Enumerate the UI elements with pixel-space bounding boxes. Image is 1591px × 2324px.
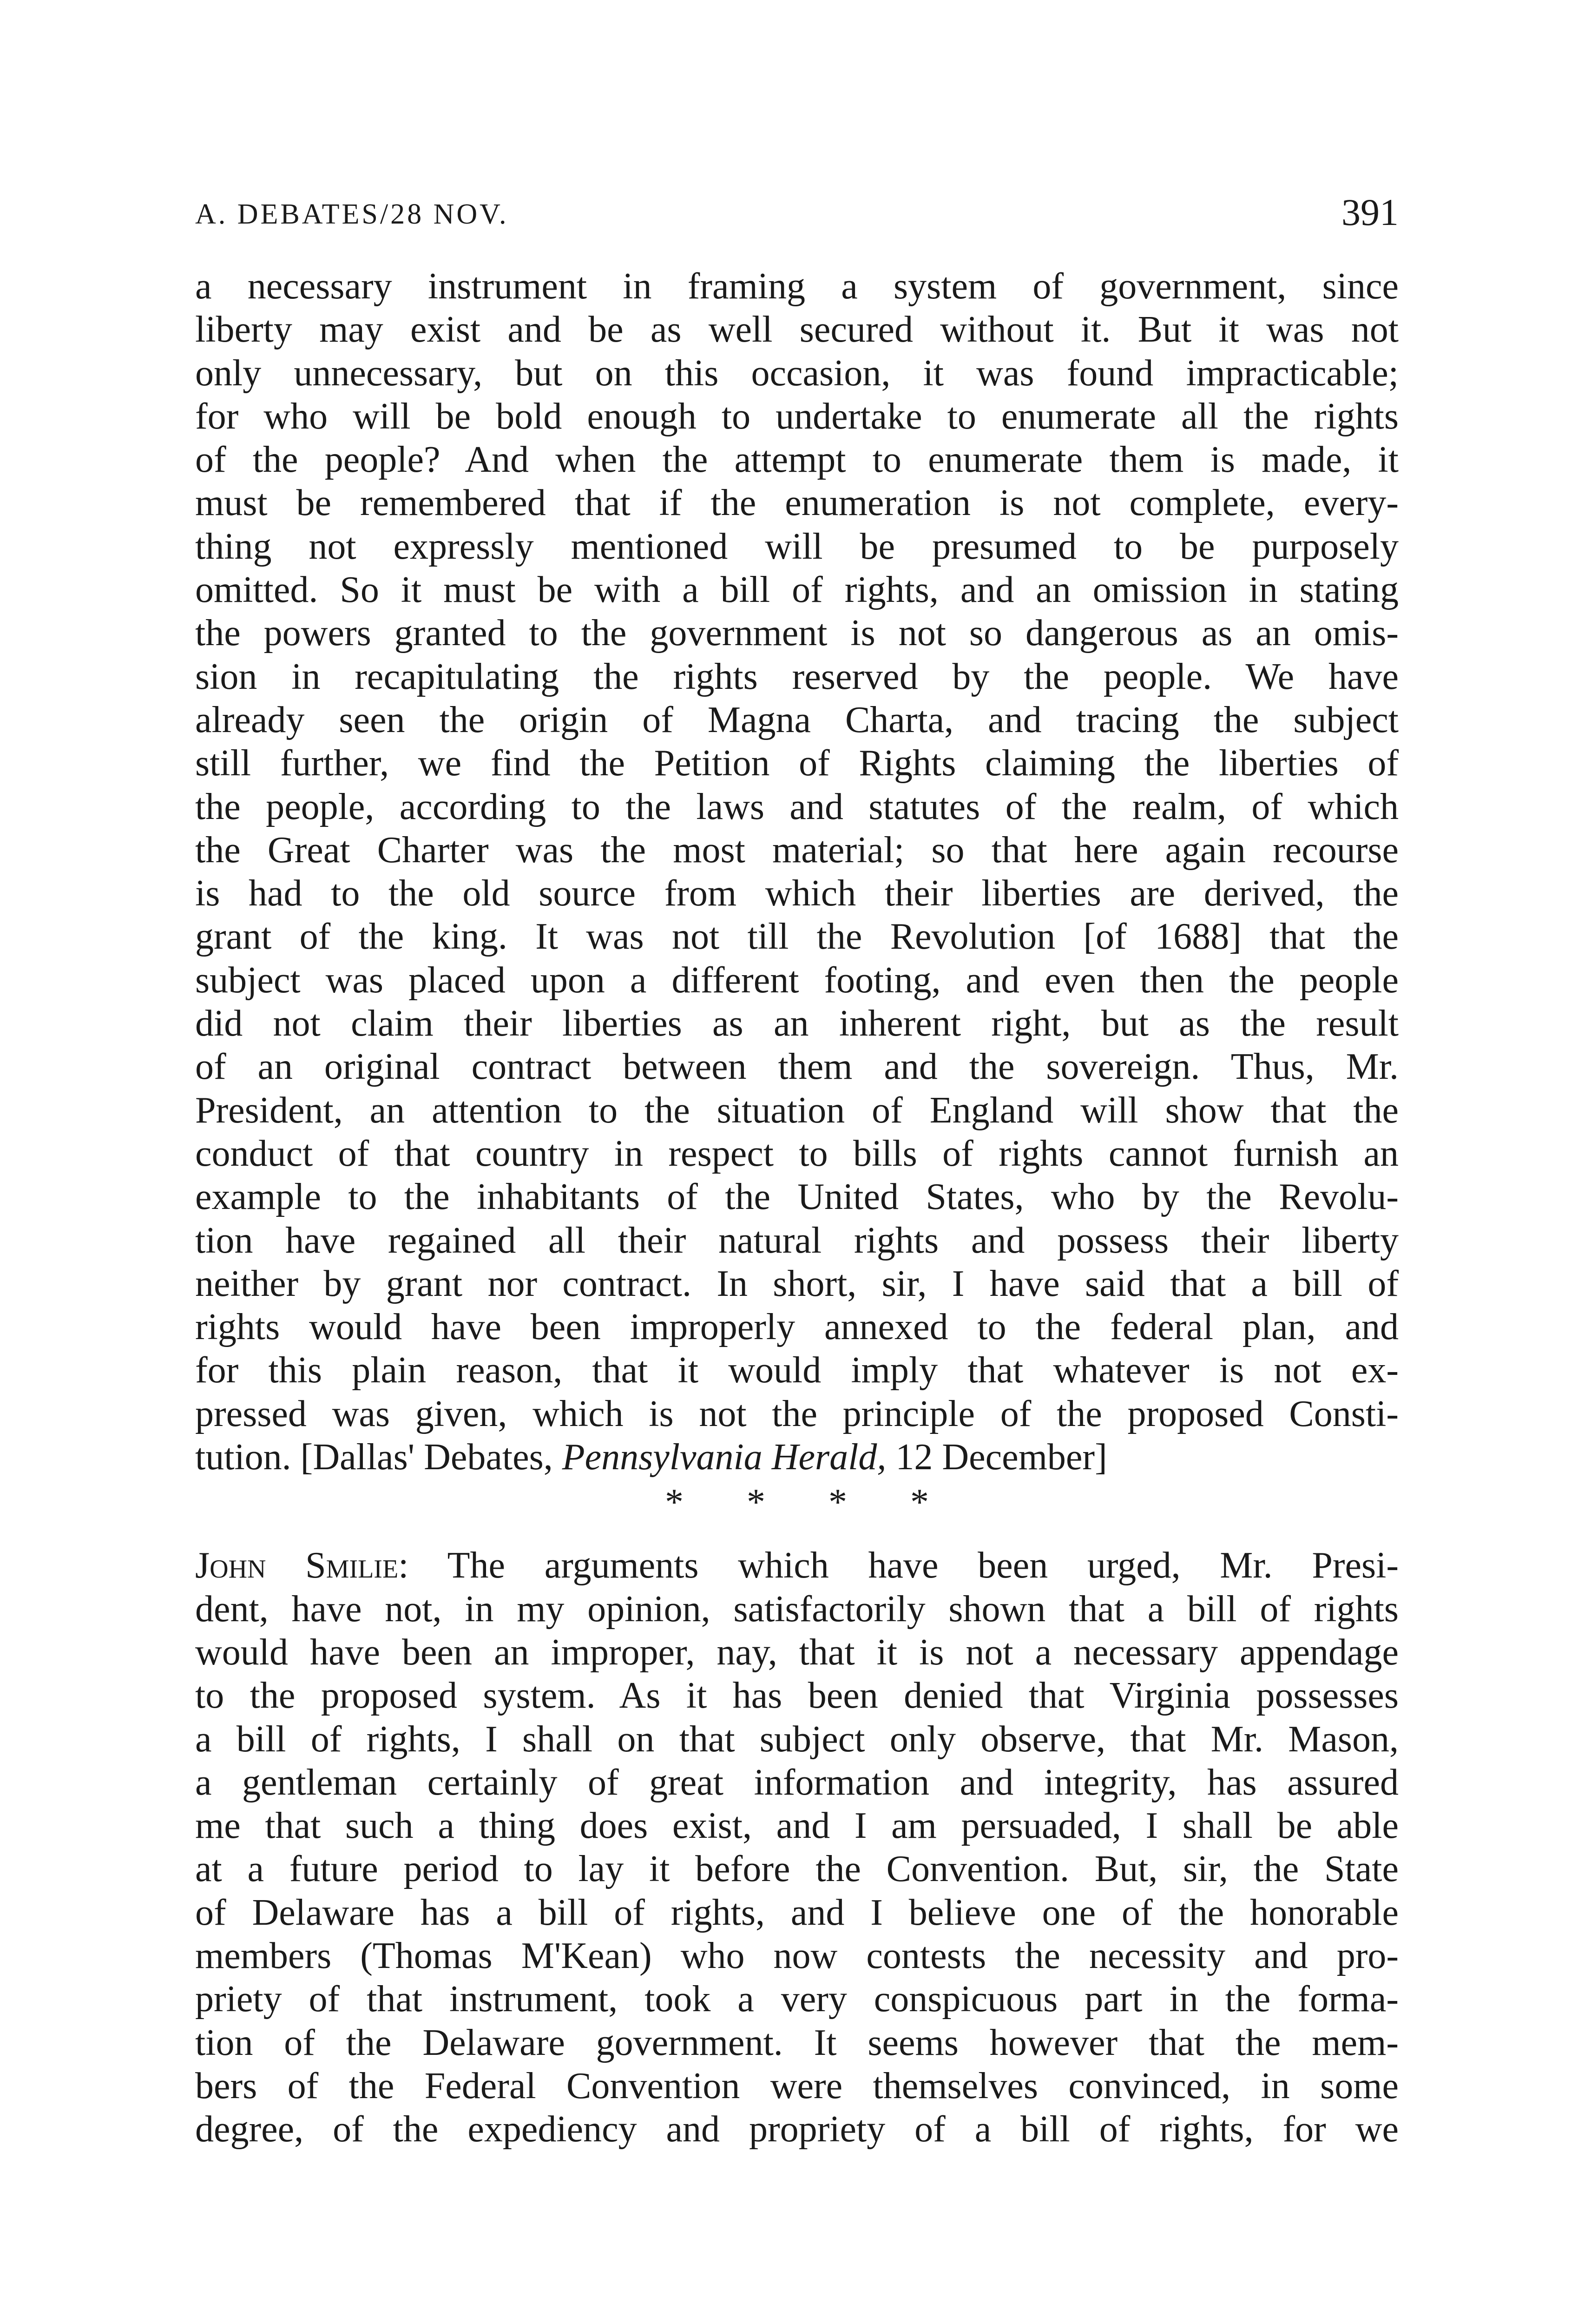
text-line: is had to the old source from which their liberties are derived, the [195, 873, 1399, 914]
text-line: of an original contract between them and the sovereign. Thus, Mr. [195, 1046, 1399, 1088]
text-line: sion in recapitulating the rights reserved by the people. We have [195, 656, 1399, 697]
separator-spacing [195, 1525, 1399, 1544]
citation-source-title: Pennsylvania Herald, [562, 1437, 887, 1478]
text-line: a gentleman certainly of great information and integrity, has assured [195, 1762, 1399, 1803]
citation-text: tution. [Dallas' Debates, [195, 1437, 562, 1478]
body-text [195, 265, 1399, 2151]
text-line: conduct of that country in respect to bills of rights cannot furnish an [195, 1133, 1399, 1174]
text-line: subject was placed upon a different footing, and even then the people [195, 959, 1399, 1001]
text-line: liberty may exist and be as well secured without it. But it was not [195, 309, 1399, 350]
text-line: only unnecessary, but on this occasion, it was found impracticable; [195, 352, 1399, 394]
text-line: dent, have not, in my opinion, satisfactorily shown that a bill of rights [195, 1588, 1399, 1630]
text-line: priety of that instrument, took a very conspicuous part in the forma- [195, 1979, 1399, 2020]
text-line: of the people? And when the attempt to enumerate them is made, it [195, 439, 1399, 481]
text-line: bers of the Federal Convention were themselves convinced, in some [195, 2065, 1399, 2106]
citation-line [195, 1436, 1399, 1479]
citation-date: 12 December] [886, 1437, 1107, 1478]
text-line: at a future period to lay it before the Convention. But, sir, the State [195, 1849, 1399, 1890]
running-head-section: A. DEBATES/28 NOV. [195, 198, 509, 230]
text-line: the powers granted to the government is not so dangerous as an omis- [195, 613, 1399, 654]
text-line: President, an attention to the situation of England will show that the [195, 1089, 1399, 1131]
speaker-line [195, 1544, 1399, 1587]
text-line: a bill of rights, I shall on that subject only observe, that Mr. Mason, [195, 1718, 1399, 1760]
text-line: would have been an improper, nay, that it is not a necessary appendage [195, 1631, 1399, 1673]
text-line: of Delaware has a bill of rights, and I believe one of the honorable [195, 1892, 1399, 1933]
text-line: already seen the origin of Magna Charta, and tracing the subject [195, 699, 1399, 740]
section-separator: * * * * [665, 1482, 956, 1523]
text-line: members (Thomas M'Kean) who now contests the necessity and pro- [195, 1935, 1399, 1976]
text-line: omitted. So it must be with a bill of rights, and an omission in stating [195, 569, 1399, 611]
speaker-line-text: : The arguments which have been urged, Mr. Presi- [398, 1545, 1399, 1586]
text-line: tion have regained all their natural rights and possess their liberty [195, 1220, 1399, 1261]
page-number: 391 [1341, 191, 1399, 233]
text-line: still further, we find the Petition of Rights claiming the liberties of [195, 743, 1399, 784]
text-line: for who will be bold enough to undertake to enumerate all the rights [195, 396, 1399, 437]
text-line: must be remembered that if the enumeration is not complete, every- [195, 482, 1399, 524]
text-line: thing not expressly mentioned will be presumed to be purposely [195, 526, 1399, 567]
paragraph-dallas-speech [195, 265, 1399, 1479]
speaker-name: John Smilie [195, 1545, 399, 1586]
text-line: pressed was given, which is not the principle of the proposed Consti- [195, 1393, 1399, 1434]
text-line: for this plain reason, that it would imply that whatever is not ex- [195, 1350, 1399, 1391]
text-line: neither by grant nor contract. In short, sir, I have said that a bill of [195, 1263, 1399, 1304]
text-line: to the proposed system. As it has been denied that Virginia possesses [195, 1675, 1399, 1717]
text-line: did not claim their liberties as an inherent right, but as the result [195, 1003, 1399, 1044]
text-line: the people, according to the laws and statutes of the realm, of which [195, 786, 1399, 827]
text-line: degree, of the expediency and propriety of a bill of rights, for we [195, 2109, 1399, 2150]
text-line: me that such a thing does exist, and I am persuaded, I shall be able [195, 1805, 1399, 1847]
text-line: grant of the king. It was not till the Revolution [of 1688] that the [195, 916, 1399, 957]
running-head [195, 191, 1399, 242]
text-line: rights would have been improperly annexed to the federal plan, and [195, 1307, 1399, 1348]
text-line: the Great Charter was the most material; so that here again recourse [195, 829, 1399, 871]
text-line: tion of the Delaware government. It seems however that the mem- [195, 2022, 1399, 2063]
paragraph-smilie-speech [195, 1544, 1399, 2151]
text-line: a necessary instrument in framing a system of government, since [195, 266, 1399, 307]
text-line: example to the inhabitants of the United States, who by the Revolu- [195, 1176, 1399, 1218]
